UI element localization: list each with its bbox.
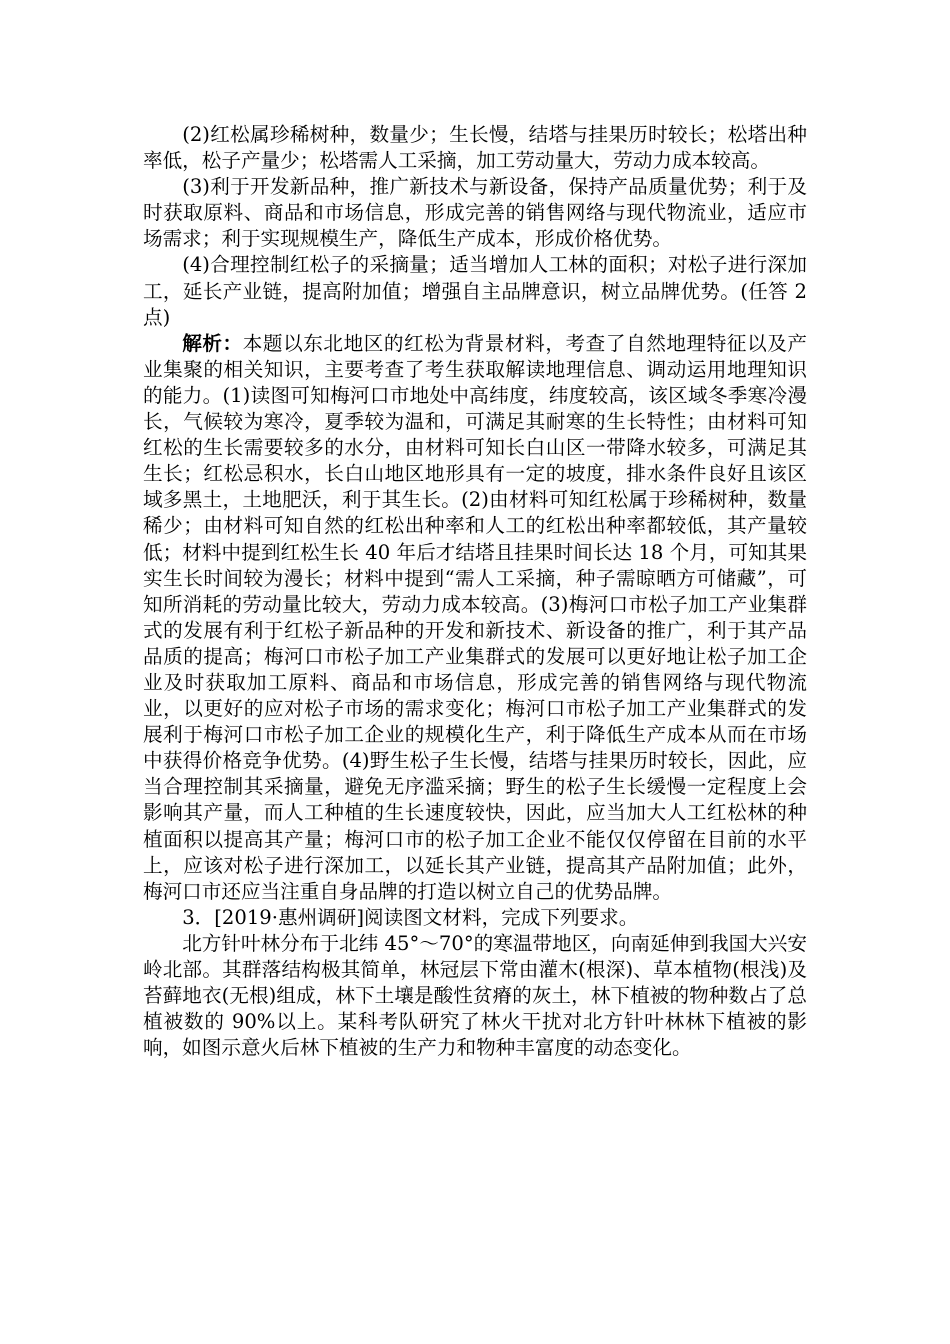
answer-4: (4)合理控制红松子的采摘量；适当增加人工林的面积；对松子进行深加工，延长产业链，提高附加值；增强自主品牌意识，树立品牌优势。(任答 2 点)	[143, 253, 807, 329]
analysis-text: 本题以东北地区的红松为背景材料，考查了自然地理特征以及产业集聚的相关知识，主要考查了考生获取解读地理信息、调动运用地理知识的能力。(1)读图可知梅河口市地处中高纬度，纬度较高，该区域冬季寒冷漫长，气候较为寒冷，夏季较为温和，可满足其耐寒的生长特性；由材料可知红松的生长需要较多的水分，由材料可知长白山区一带降水较多，可满足其生长；红松忌积水，长白山地区地形具有一定的坡度，排水条件良好且该区域多黑土，土地肥沃，利于其生长。(2)由材料可知红松属于珍稀树种，数量稀少；由材料可知自然的红松出种率和人工的红松出种率都较低，其产量较低；材料中提到红松生长 40 年后才结塔且挂果时间长达 18 个月，可知其果实生长时间较为漫长；材料中提到“需人工采摘，种子需晾晒方可储藏”，可知所消耗的劳动量比较大，劳动力成本较高。(3)梅河口市松子加工产业集群式的发展有利于红松子新品种的开发和新技术、新设备的推广，利于其产品品质的提高；梅河口市松子加工产业集群式的发展可以更好地让松子加工企业及时获取加工原料、商品和市场信息，形成完善的销售网络与现代物流业，以更好的应对松子市场的需求变化；梅河口市松子加工产业集群式的发展利于梅河口市松子加工企业的规模化生产，利于降低生产成本从而在市场中获得价格竞争优势。(4)野生松子生长慢，结塔与挂果历时较长，因此，应当合理控制其采摘量，避免无序滥采摘；野生的松子生长缓慢一定程度上会影响其产量，而人工种植的生长速度较快，因此，应当加大人工红松林的种植面积以提高其产量；梅河口市的松子加工企业不能仅仅停留在目前的水平上，应该对松子进行深加工，以延长其产业链，提高其产品附加值；此外，梅河口市还应当注重自身品牌的打造以树立自己的优势品牌。	[143, 331, 808, 903]
analysis-paragraph	[143, 331, 807, 905]
question-3-material: 北方针叶林分布于北纬 45°～70°的寒温带地区，向南延伸到我国大兴安岭北部。其群落结构极其简单，林冠层下常由灌木(根深)、草本植物(根浅)及苔藓地衣(无根)组成，林下土壤是酸性贫瘠的灰土，林下植被的物种数占了总植被数的 90%以上。某科考队研究了林火干扰对北方针叶林林下植被的影响，如图示意火后林下植被的生产力和物种丰富度的动态变化。	[143, 931, 807, 1060]
question-3-heading: 3．[2019·惠州调研]阅读图文材料，完成下列要求。	[182, 905, 639, 929]
analysis-label: 解析：	[182, 331, 243, 355]
answer-3: (3)利于开发新品种，推广新技术与新设备，保持产品质量优势；利于及时获取原料、商品和市场信息，形成完善的销售网络与现代物流业，适应市场需求；利于实现规模生产，降低生产成本，形成价格优势。	[143, 175, 807, 251]
document-page	[143, 122, 807, 1061]
answer-2: (2)红松属珍稀树种，数量少；生长慢，结塔与挂果历时较长；松塔出种率低，松子产量少；松塔需人工采摘，加工劳动量大，劳动力成本较高。	[143, 123, 807, 173]
